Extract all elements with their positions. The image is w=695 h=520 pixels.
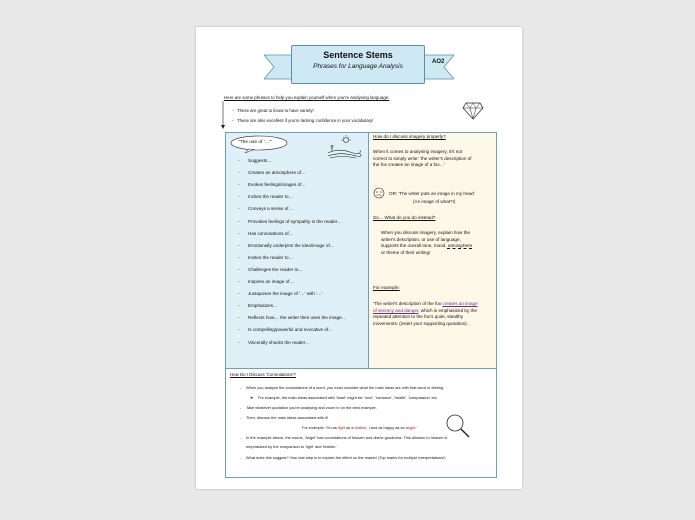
- intro-bullet-2: - These are also excellent if you're lacking confidence in your vocabulary!: [232, 118, 374, 123]
- example-paragraph: 'The writer's description of the fox creates an image of secrecy and danger, which is emphasized by the repeated attention to the fox's quiet, stealthy movements: (insert your supporting quotation).: [373, 301, 478, 326]
- sentence-stem: - Evokes feelings/images of…: [248, 182, 306, 187]
- connotations-panel: [225, 368, 497, 478]
- connotations-bullet-5: - What does this suggest? Your last step is to explain the effect on the reader! (Top marks for multiple interpretations!): [246, 455, 446, 460]
- sentence-stem: - Creates an atmosphere of…: [248, 170, 306, 175]
- ao-tag: AO2: [432, 59, 445, 65]
- connotations-bullet-2: - Take whatever quotation you're analysing and zoom in on the best example.: [246, 405, 377, 410]
- sentence-stem: - Suggests…: [248, 158, 272, 163]
- intro-heading: Here are some phrases to help you explain yourself when you're analysing language:: [224, 95, 390, 100]
- sentence-stem: - Incites the reader to…: [248, 194, 293, 199]
- connotations-sub-bullet: ➤ For example, the main ideas associated with 'heart' might be: 'love', 'romance', 'health', 'compassion' etc.: [250, 395, 438, 400]
- intro-arrow: [221, 101, 229, 131]
- connotations-bullet-1: - When you analyse the connotations of a word, you must consider what the main ideas are with that word or feeling.: [246, 385, 444, 390]
- imagery-heading: How do I discuss imagery properly?: [373, 134, 446, 139]
- imagery-panel: [368, 132, 497, 370]
- sentence-stem: - Inspires an image of…: [248, 279, 294, 284]
- sentence-stem: - Has connotations of…: [248, 231, 293, 236]
- imagery-paragraph-2: When you discuss imagery, explain how the writer's description, or use of language, supports the overall tone, mood, atmosphere or theme of their writing!: [381, 230, 473, 255]
- imagery-paragraph-1: When it comes to analysing imagery, it's not correct to simply write: 'the writer's description of the fox creates an image of a fox…': [373, 149, 472, 168]
- sentence-stem: - Emphasizes…: [248, 303, 278, 308]
- sentence-stems-panel: [225, 132, 370, 370]
- sentence-stem: - Conveys a sense of…: [248, 206, 293, 211]
- diamond-icon: [462, 101, 484, 121]
- sentence-stem: - Emotionally underpins the idea/image of…: [248, 243, 334, 248]
- sentence-stem: - Is compelling/powerful and evocative of…: [248, 327, 333, 332]
- sentence-stem: - Challenges the reader to…: [248, 267, 303, 272]
- connotations-bullet-4: - In the example above, the nouns, 'Angel' has connotations of heaven and divine goodness. This allusion to heaven is emphasized by the comparison to 'light' and 'feather.': [246, 435, 447, 449]
- instead-heading: So… What do you do instead?: [373, 215, 436, 220]
- connotations-heading: How Do I Discuss 'Connotations'?: [230, 372, 296, 377]
- connotations-bullet-3: - Then, discuss the main ideas associated with it!: [246, 415, 328, 420]
- example-quote: For example: 'I'm as light as a feather, I and as happy as an angel.': [302, 425, 418, 430]
- sentence-stem: - Invites the reader to…: [248, 255, 293, 260]
- magnifying-glass-icon: [444, 412, 472, 440]
- intro-bullet-1: - These are great to know to have variety!: [232, 108, 314, 113]
- sentence-stem: - Provokes feelings of sympathy in the reader…: [248, 219, 342, 224]
- bubble-text: "The use of '…'": [238, 140, 273, 145]
- or-line-2: (An image of what?!): [413, 199, 456, 204]
- worksheet-page: [196, 27, 522, 489]
- example-heading: For example:: [373, 285, 400, 290]
- sentence-stem: - Reflects how… the writer then uses the image…: [248, 315, 346, 320]
- title-banner: [291, 45, 425, 84]
- sentence-stem: - Viscerally shocks the reader…: [248, 340, 310, 345]
- landscape-icon: [326, 135, 362, 159]
- page-subtitle: Phrases for Language Analysis: [313, 63, 403, 70]
- confused-face-icon: [373, 187, 385, 199]
- page-title: Sentence Stems: [323, 50, 393, 60]
- or-line-1: OR: 'The writer puts an image in my head': [389, 191, 475, 196]
- sentence-stem: - Juxtaposes the image of '…' with '…': [248, 291, 323, 296]
- arrow-bullet-icon: ➤: [250, 395, 254, 400]
